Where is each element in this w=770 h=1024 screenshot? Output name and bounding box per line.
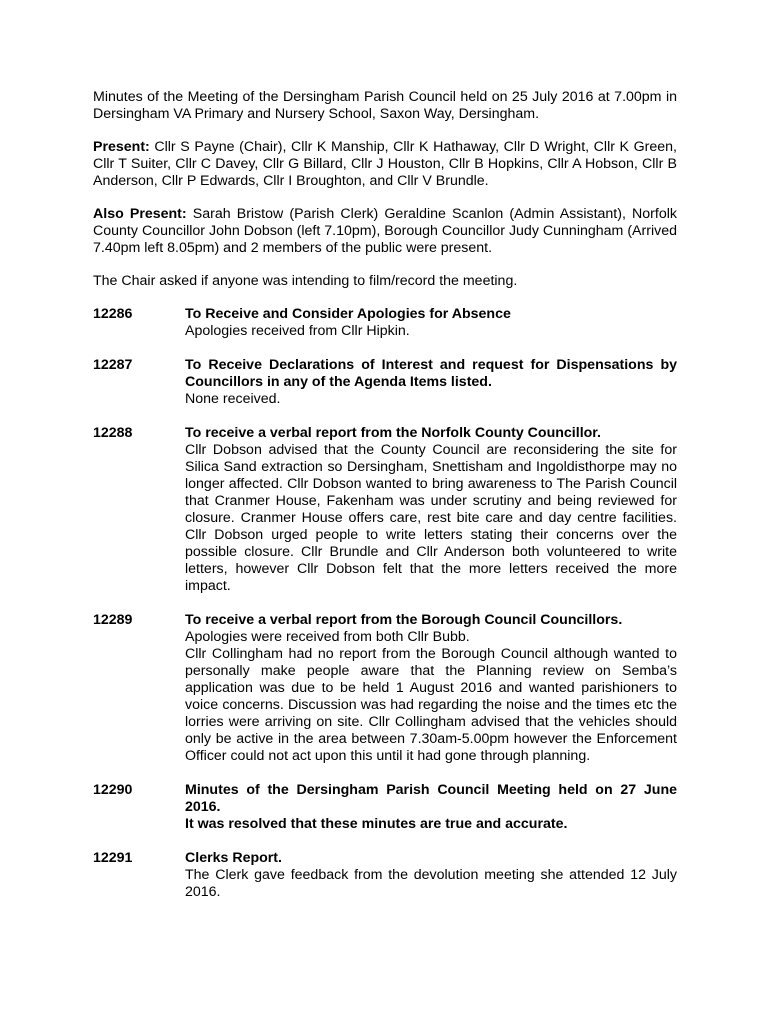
minute-title: Minutes of the Dersingham Parish Council Meeting held on 27 June 2016. [185,782,677,815]
minute-body [185,782,677,833]
also-present-label: Also Present: [93,206,187,222]
minute-text: Cllr Collingham had no report from the Borough Council although wanted to personally make people aware that the Planning review on Semba’s application was due to be held 1 August 2016 and wanted parishioners to voice concerns. Discussion was had regarding the noise and the times etc the lorries were arriving on site. Cllr Collingham advised that the vehicles should only be active in the area between 7.30am-5.00pm however the Enforcement Officer could not act upon this until it had gone through planning. [185,646,677,764]
minute-number: 12289 [93,612,133,628]
minute-text: Apologies received from Cllr Hipkin. [185,323,410,339]
minute-body [185,357,677,408]
minutes-document [93,89,677,918]
minute-text: Cllr Dobson advised that the County Council are reconsidering the site for Silica Sand extraction so Dersingham, Snettisham and Ingoldisthorpe may no longer affected. Cllr Dobson wanted to bring awareness to The Parish Council that Cranmer House, Fakenham was under scrutiny and being reviewed for closure. Cranmer House offers care, rest bite care and day centre facilities. Cllr Dobson urged people to write letters stating their concerns over the possible closure. Cllr Brundle and Cllr Anderson both volunteered to write letters, however Cllr Dobson felt that the more letters received the more impact. [185,442,677,594]
present-paragraph [93,139,677,190]
minute-title: To Receive and Consider Apologies for Absence [185,306,511,322]
minute-text: Apologies were received from both Cllr Bubb. [185,629,470,645]
minute-resolution: It was resolved that these minutes are true and accurate. [185,816,568,832]
minute-title: To Receive Declarations of Interest and request for Dispensations by Councillors in any of the Agenda Items listed. [185,357,677,390]
minute-text: None received. [185,391,281,407]
also-present-paragraph [93,206,677,257]
minute-item-12290 [93,782,677,833]
minute-item-12291 [93,850,677,901]
chair-statement: The Chair asked if anyone was intending to film/record the meeting. [93,273,518,289]
minute-item-12287 [93,357,677,408]
minute-text: The Clerk gave feedback from the devolution meeting she attended 12 July 2016. [185,867,677,900]
minute-body [185,306,677,340]
minute-title: To receive a verbal report from the Norfolk County Councillor. [185,425,601,441]
minute-number: 12287 [93,357,133,373]
minute-body [185,850,677,901]
minute-title: Clerks Report. [185,850,282,866]
present-attendees: Cllr S Payne (Chair), Cllr K Manship, Cllr K Hathaway, Cllr D Wright, Cllr K Green, Cllr T Suiter, Cllr C Davey, Cllr G Billard, Cllr J Houston, Cllr B Hopkins, Cllr A Hobson, Cllr B Anderson, Cllr P Edwards, Cllr I Broughton, and Cllr V Brundle. [93,139,677,189]
present-label: Present: [93,139,150,155]
minute-item-12289 [93,612,677,765]
minute-number: 12291 [93,850,133,866]
minute-item-12288 [93,425,677,595]
minute-number: 12286 [93,306,133,322]
minute-title: To receive a verbal report from the Borough Council Councillors. [185,612,623,628]
minute-body [185,425,677,595]
minute-number: 12290 [93,782,133,798]
also-present-attendees: Sarah Bristow (Parish Clerk) Geraldine Scanlon (Admin Assistant), Norfolk County Councillor John Dobson (left 7.10pm), Borough Councillor Judy Cunningham (Arrived 7.40pm left 8.05pm) and 2 members of the public were present. [93,206,677,256]
minute-number: 12288 [93,425,133,441]
minute-item-12286 [93,306,677,340]
meeting-intro: Minutes of the Meeting of the Dersingham Parish Council held on 25 July 2016 at 7.00pm in Dersingham VA Primary and Nursery School, Saxon Way, Dersingham. [93,89,677,122]
minute-body [185,612,677,765]
